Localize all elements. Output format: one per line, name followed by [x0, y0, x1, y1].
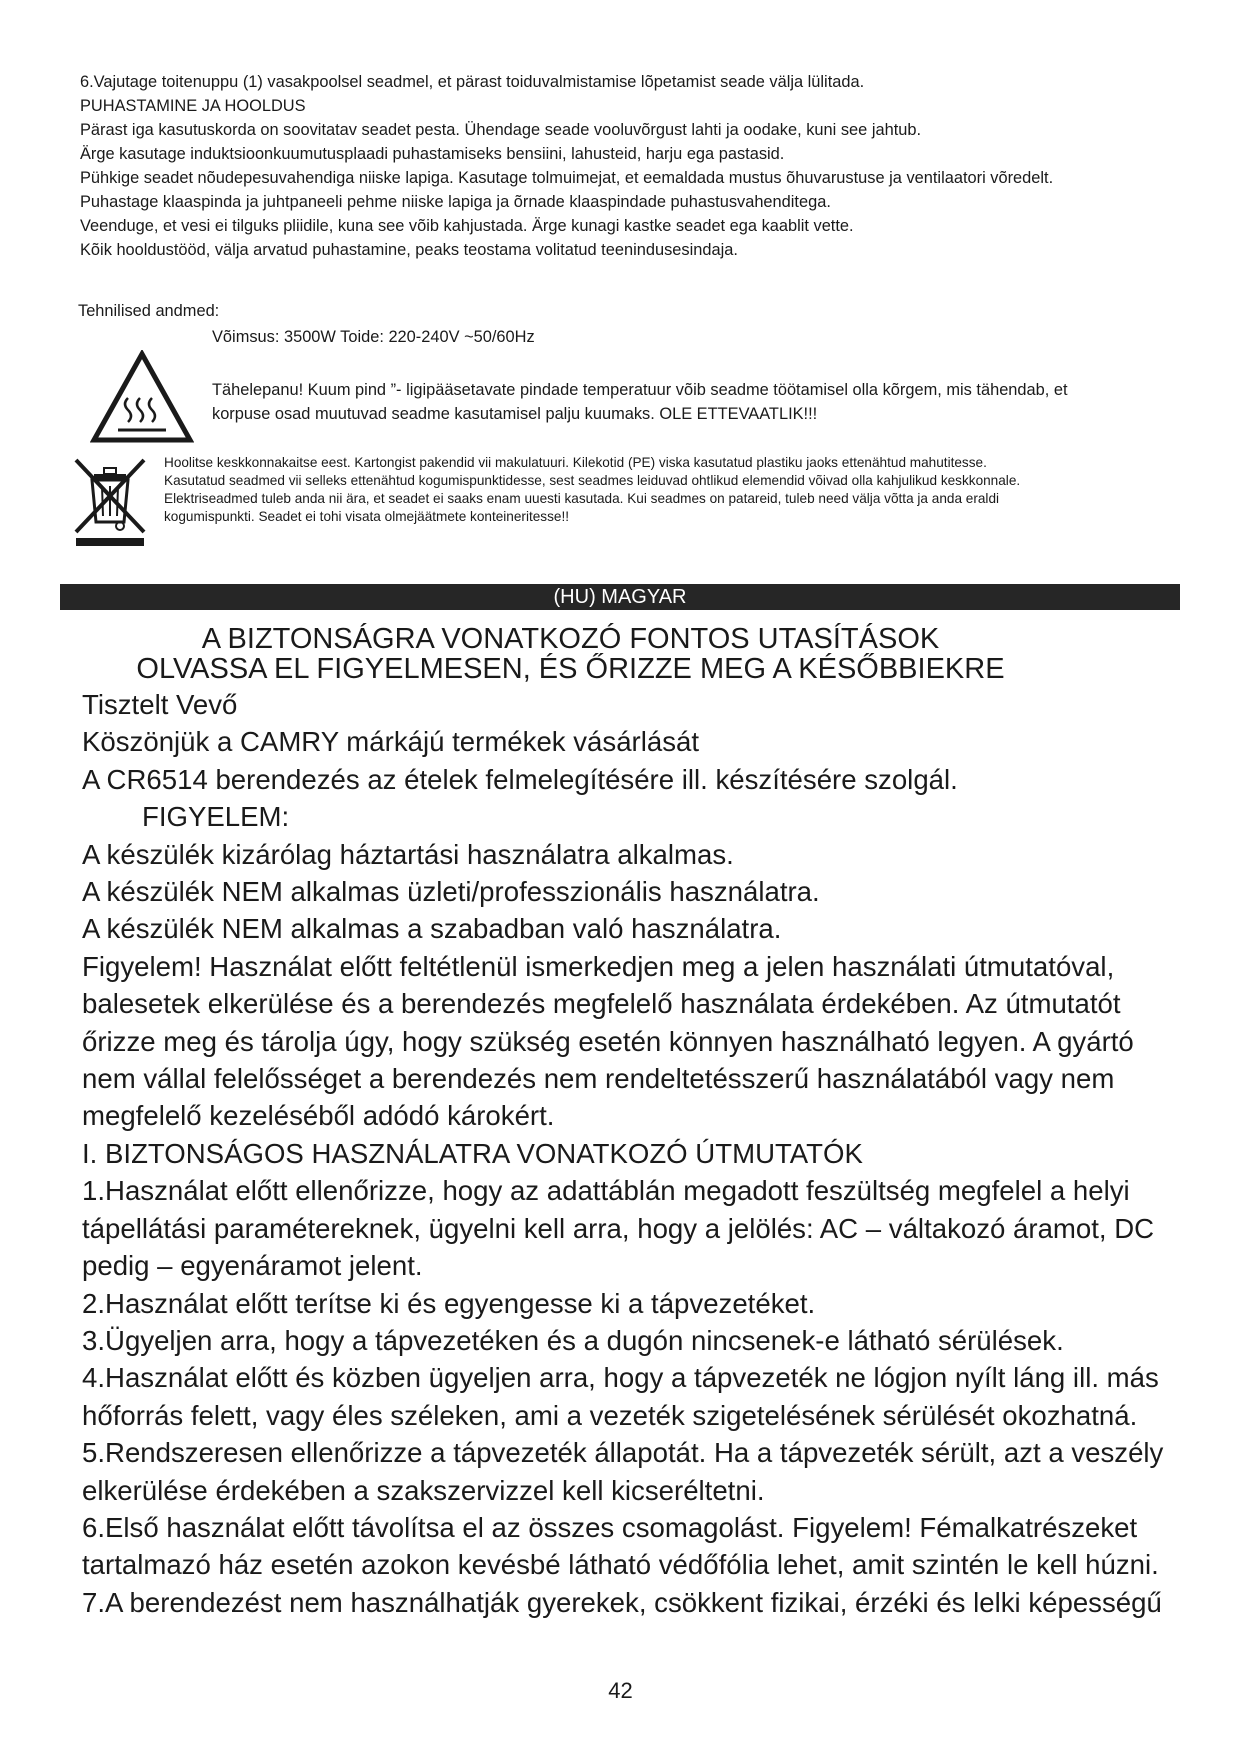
et-line: Kõik hooldustööd, välja arvatud puhastamine, peaks teostama volitatud teenindusesindaja. [80, 241, 738, 259]
hu-line: tartalmazó ház esetén azokon kevésbé látható védőfólia lehet, amit szintén le kell húzni. [82, 1549, 1159, 1581]
et-line: Puhastage klaaspinda ja juhtpaneeli pehme niiske lapiga ja õrnade klaaspindade puhastusvahenditega. [80, 193, 831, 211]
tech-data-values: Võimsus: 3500W Toide: 220-240V ~50/60Hz [212, 328, 535, 346]
et-line: Veenduge, et vesi ei tilguks pliidile, kuna see võib kahjustada. Ärge kunagi kastke seadet ega kaablit vette. [80, 217, 854, 235]
hu-line: 3.Ügyeljen arra, hogy a tápvezetéken és a dugón nincsenek-e látható sérülések. [82, 1324, 1064, 1356]
hu-line: 6.Első használat előtt távolítsa el az összes csomagolást. Figyelem! Fémalkatrészeket [82, 1511, 1138, 1543]
hu-line: megfelelő kezeléséből adódó károkért. [82, 1100, 555, 1132]
weee-line: Elektriseadmed tuleb anda nii ära, et seadet ei saaks enam uuesti kasutada. Kui seadmes on patareid, tuleb need välja võtta ja anda eraldi [164, 491, 1000, 506]
hu-safety-title: A BIZTONSÁGRA VONATKOZÓ FONTOS UTASÍTÁSOK [201, 623, 940, 655]
hu-line: 2.Használat előtt terítse ki és egyengesse ki a tápvezetéket. [82, 1287, 816, 1319]
hu-line: hőforrás felett, vagy éles széleken, ami a vezeték szigetelésének sérülését okozhatná. [82, 1399, 1138, 1431]
hu-line: 7.A berendezést nem használhatják gyerekek, csökkent fizikai, érzéki és lelki képességű [82, 1586, 1162, 1618]
weee-line: Kasutatud seadmed vii selleks ettenähtud kogumispunktidesse, sest seadmes leiduvad ohtlikud elemendid võivad olla kahjulikud keskkonnale. [164, 473, 1021, 488]
hu-safety-subtitle: OLVASSA EL FIGYELMESEN, ÉS ŐRIZZE MEG A KÉSŐBBIEKRE [136, 653, 1005, 685]
weee-line: kogumispunkti. Seadet ei tohi visata olmejäätmete konteineritesse!! [164, 509, 570, 524]
hu-line: A készülék kizárólag háztartási használatra alkalmas. [82, 838, 734, 870]
hu-line: őrizze meg és tárolja úgy, hogy szükség esetén könnyen használható legyen. A gyártó [82, 1025, 1134, 1057]
weee-disposal-text [164, 454, 1184, 526]
et-line: 6.Vajutage toitenuppu (1) vasakpoolsel seadmel, et pärast toiduvalmistamise lõpetamist seade välja lülitada. [80, 73, 865, 91]
hu-line: tápellátási paramétereknek, ügyelni kell arra, hogy a jelölés: AC – váltakozó áramot, DC [82, 1212, 1155, 1244]
tech-data-title: Tehnilised andmed: [78, 302, 220, 320]
et-heading: PUHASTAMINE JA HOOLDUS [80, 97, 306, 115]
crossed-out-bin-icon [70, 456, 150, 548]
hu-line: 5.Rendszeresen ellenőrizze a tápvezeték állapotát. Ha a tápvezeték sérült, azt a veszély [82, 1437, 1164, 1469]
et-line: Pühkige seadet nõudepesuvahendiga niiske lapiga. Kasutage tolmuimejat, et eemaldada mustus õhuvarustuse ja ventilaatori võredelt. [80, 169, 1054, 187]
hu-line: Köszönjük a CAMRY márkájú termékek vásárlását [82, 726, 700, 758]
hu-line: Tisztelt Vevő [82, 689, 238, 720]
hot-surface-warning-icon [90, 350, 194, 444]
hungarian-instructions [82, 686, 1202, 1621]
page-number: 42 [608, 1678, 633, 1703]
hu-line: 1.Használat előtt ellenőrizze, hogy az adattáblán megadott feszültség megfelel a helyi [82, 1175, 1130, 1207]
weee-line: Hoolitse keskkonnakaitse eest. Kartongist pakendid vii makulatuuri. Kilekotid (PE) viska kasutatud plastiku jaoks ettenähtud mahutitesse. [164, 455, 987, 470]
hu-section-heading: I. BIZTONSÁGOS HASZNÁLATRA VONATKOZÓ ÚTMUTATÓK [82, 1137, 863, 1169]
hu-line: 4.Használat előtt és közben ügyeljen arra, hogy a tápvezeték ne lógjon nyílt láng ill. más [82, 1362, 1159, 1394]
hot-warning-line: Tähelepanu! Kuum pind ”- ligipääsetavate pindade temperatuur võib seadme töötamisel olla kõrgem, mis tähendab, et [212, 381, 1068, 399]
et-line: Ärge kasutage induktsioonkuumutusplaadi puhastamiseks bensiini, lahusteid, harju ega pastasid. [80, 145, 785, 163]
hu-line: balesetek elkerülése és a berendezés megfelelő használata érdekében. Az útmutatót [82, 988, 1121, 1020]
hu-line: nem vállal felelősséget a berendezés nem rendeltetésszerű használatából vagy nem [82, 1063, 1115, 1095]
hu-line: pedig – egyenáramot jelent. [82, 1250, 423, 1282]
hu-line: A CR6514 berendezés az ételek felmelegítésére ill. készítésére szolgál. [82, 763, 958, 795]
hu-line: elkerülése érdekében a szakszervizzel kell kicseréltetni. [82, 1474, 765, 1506]
hu-line: A készülék NEM alkalmas a szabadban való használatra. [82, 913, 782, 945]
hot-warning-line: korpuse osad muutuvad seadme kasutamisel palju kuumaks. OLE ETTEVAATLIK!!! [212, 405, 818, 423]
hot-surface-warning-text [212, 378, 1192, 426]
estonian-cleaning-section [80, 70, 1200, 262]
et-line: Pärast iga kasutuskorda on soovitatav seadet pesta. Ühendage seade vooluvõrgust lahti ja oodake, kuni see jahtub. [80, 121, 922, 139]
language-section-bar: (HU) MAGYAR [60, 584, 1180, 610]
hu-line: A készülék NEM alkalmas üzleti/professzionális használatra. [82, 876, 820, 908]
hu-line: Figyelem! Használat előtt feltétlenül ismerkedjen meg a jelen használati útmutatóval, [82, 950, 1115, 982]
hu-attention-heading: FIGYELEM: [142, 801, 290, 833]
